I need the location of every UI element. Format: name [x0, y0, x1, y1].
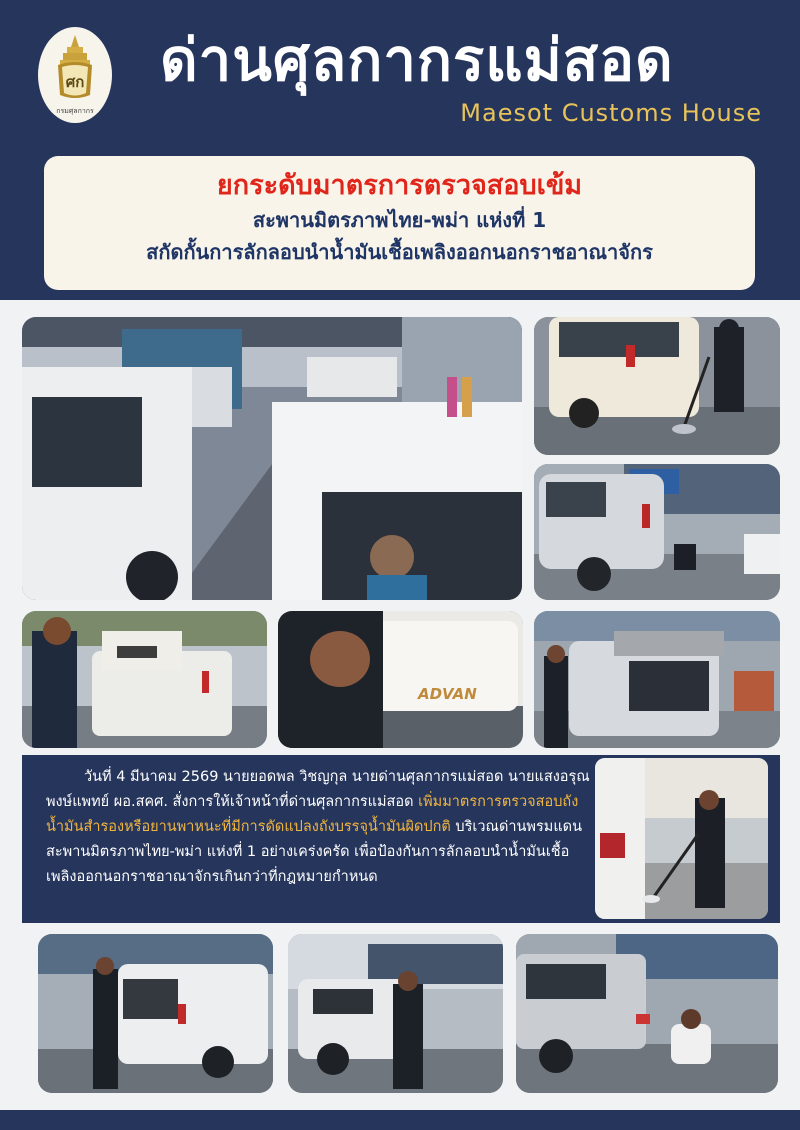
header-banner [0, 0, 800, 300]
photo-pickup-inspection [288, 934, 503, 1093]
page-title-english: Maesot Customs House [460, 99, 762, 127]
page-title-thai: ด่านศุลกากรแม่สอด [160, 28, 674, 93]
white-suv-trunk-image [38, 934, 273, 1093]
mirror-inspection-image [534, 317, 780, 455]
photo-white-suv-trunk [38, 934, 273, 1093]
headline-box [44, 156, 755, 290]
article-part-2: บริเวณด่านพรมแดน สะพานมิตรภาพไทย-พม่า แห่งที่ 1 อย่างเคร่งครัด เพื่อป้องกันการลักลอบนำน้ำมันเชื้อเพลิงออกนอกราชอาณาจักรเกินกว่าที่กฎหมายกำหนด [46, 819, 583, 885]
photo-vehicle-queue [22, 317, 522, 600]
customs-department-logo [38, 27, 112, 123]
headline-subtitle-2: สกัดกั้นการลักลอบนำน้ำมันเชื้อเพลิงออกนอกราชอาณาจักร [146, 240, 653, 264]
headline-subtitle-1: สะพานมิตรภาพไทย-พม่า แห่งที่ 1 [252, 208, 547, 232]
article-panel [22, 755, 780, 923]
trunk-inspection-image [22, 611, 267, 748]
photo-minivan-rear-check [534, 611, 780, 748]
article-highlight: เพิ่มมาตรการตรวจสอบถังน้ำมันสำรองหรือยานพาหนะที่มีการดัดแปลงถังบรรจุน้ำมันผิดปกติ [46, 794, 579, 835]
photo-suv-inspection [534, 464, 780, 600]
article-text [46, 765, 592, 890]
truck-underside-check-image [516, 934, 778, 1093]
logo-caption: กรมศุลกากร [56, 107, 94, 115]
photo-trunk-inspection [22, 611, 267, 748]
photo-officer-mirror-check [595, 758, 768, 919]
van-model-badge: ADVAN [418, 685, 477, 703]
suv-inspection-image [534, 464, 780, 600]
vehicle-queue-image [22, 317, 522, 600]
logo-glyph: ศก [65, 73, 85, 91]
pickup-inspection-image [288, 934, 503, 1093]
headline-main: ยกระดับมาตรการตรวจสอบเข้ม [216, 170, 583, 201]
photo-fuel-tank-closeup [278, 611, 523, 748]
fuel-tank-closeup-image [278, 611, 523, 748]
article-part-1: วันที่ 4 มีนาคม 2569 นายยอดพล วิชญกุล นายด่านศุลกากรแม่สอด นายแสงอรุณ พงษ์แพทย์ ผอ.สคศ. สั่งการให้เจ้าหน้าที่ด่านศุลกากรแม่สอด [46, 769, 590, 810]
royal-crown-emblem-icon [52, 33, 98, 105]
photo-mirror-inspection-van [534, 317, 780, 455]
photo-truck-underside-check [516, 934, 778, 1093]
footer-bar [0, 1110, 800, 1130]
minivan-rear-check-image [534, 611, 780, 748]
officer-mirror-check-image [595, 758, 768, 919]
